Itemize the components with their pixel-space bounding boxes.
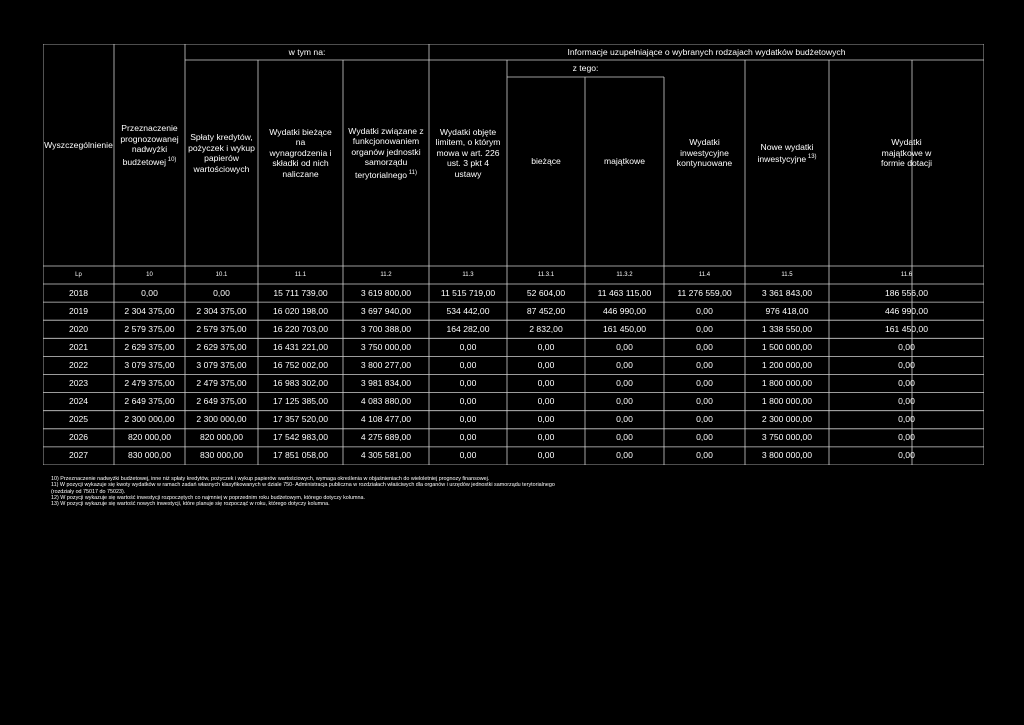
table-cell: 0,00 bbox=[898, 359, 915, 370]
row-year: 2018 bbox=[68, 287, 89, 298]
column-header-1: Przeznaczenie prognozowanej nadwyżki budżetowej $^{10)}$ bbox=[120, 123, 179, 167]
table-cell: 534 442,00 bbox=[446, 305, 490, 316]
table-cell: 0,00 bbox=[213, 287, 230, 298]
row-year: 2023 bbox=[68, 378, 89, 389]
table-cell: 820 000,00 bbox=[199, 432, 243, 443]
column-header-5: Wydatki objęte limitem, o którym mowa w art. 226 ust. 3 pkt 4 ustawy bbox=[435, 126, 501, 179]
table-cell: 0,00 bbox=[696, 432, 713, 443]
table-cell: 3 079 375,00 bbox=[196, 359, 247, 370]
table-cell: 2 579 375,00 bbox=[196, 323, 247, 334]
table-cell: 4 108 477,00 bbox=[360, 414, 412, 425]
table-cell: 87 452,00 bbox=[526, 305, 566, 316]
table-cell: 1 338 550,00 bbox=[761, 323, 813, 334]
table-cell: 161 450,00 bbox=[884, 323, 928, 334]
table-cell: 3 361 843,00 bbox=[761, 287, 813, 298]
table-cell: 52 604,00 bbox=[526, 287, 566, 298]
table-cell: 0,00 bbox=[537, 359, 555, 370]
column-number-2: 10.1 bbox=[215, 271, 228, 278]
table-cell: 2 579 375,00 bbox=[124, 323, 175, 334]
table-cell: 830 000,00 bbox=[127, 450, 171, 461]
table-cell: 0,00 bbox=[459, 341, 477, 352]
table-cell: 16 983 302,00 bbox=[273, 378, 328, 389]
table-cell: 830 000,00 bbox=[199, 450, 243, 461]
table-cell: 0,00 bbox=[696, 305, 713, 316]
table-cell: 17 357 520,00 bbox=[273, 414, 328, 425]
table-cell: 11 515 719,00 bbox=[440, 287, 496, 298]
table-cell: 0,00 bbox=[459, 432, 477, 443]
table-cell: 2 300 000,00 bbox=[196, 414, 247, 425]
table-cell: 1 800 000,00 bbox=[761, 378, 813, 389]
table-cell: 0,00 bbox=[141, 287, 158, 298]
column-header-3: Wydatki bieżące na wynagrodzenia i składki od nich naliczane bbox=[269, 126, 332, 179]
header-informacje: Informacje uzupełniające o wybranych rodzajach wydatków budżetowych bbox=[567, 46, 846, 57]
column-number-8: 11.4 bbox=[698, 271, 711, 278]
column-number-4: 11.2 bbox=[380, 271, 392, 278]
column-number-5: 11.3 bbox=[462, 271, 474, 278]
column-header-9: Nowe wydatki inwestycyjne $^{13)}$ bbox=[757, 141, 817, 164]
table-cell: 2 479 375,00 bbox=[196, 378, 247, 389]
table-cell: 0,00 bbox=[459, 450, 477, 461]
table-cell: 0,00 bbox=[537, 450, 555, 461]
table-cell: 2 629 375,00 bbox=[124, 341, 175, 352]
table-cell: 0,00 bbox=[898, 378, 915, 389]
column-number-6: 11.3.1 bbox=[537, 271, 555, 278]
table-cell: 0,00 bbox=[696, 414, 713, 425]
table-cell: 2 304 375,00 bbox=[196, 305, 247, 316]
header-w-tym-na: w tym na: bbox=[288, 46, 326, 57]
table-cell: 0,00 bbox=[898, 432, 915, 443]
table-cell: 0,00 bbox=[616, 450, 633, 461]
row-year: 2026 bbox=[68, 432, 89, 443]
header-z-tego: z tego: bbox=[572, 63, 599, 74]
table-cell: 0,00 bbox=[537, 396, 555, 407]
table-cell: 0,00 bbox=[459, 378, 477, 389]
table-cell: 4 083 880,00 bbox=[360, 396, 412, 407]
table-cell: 16 431 221,00 bbox=[273, 341, 328, 352]
table-cell: 0,00 bbox=[537, 341, 555, 352]
table-cell: 2 629 375,00 bbox=[196, 341, 247, 352]
table-cell: 2 832,00 bbox=[529, 323, 563, 334]
table-cell: 0,00 bbox=[696, 396, 713, 407]
table-cell: 16 220 703,00 bbox=[273, 323, 328, 334]
table-cell: 2 300 000,00 bbox=[124, 414, 175, 425]
footnote-12: 12) W pozycji wykazuje się wartość inwestycji rozpoczętych co najmniej w poprzednim roku budżetowym, którego dotyczy kolumna. bbox=[51, 494, 365, 501]
table-cell: 3 981 834,00 bbox=[360, 378, 412, 389]
row-year: 2019 bbox=[68, 305, 89, 316]
table-cell: 11 463 115,00 bbox=[597, 287, 652, 298]
table-cell: 976 418,00 bbox=[765, 305, 809, 316]
table-cell: 0,00 bbox=[616, 432, 633, 443]
table-cell: 0,00 bbox=[616, 359, 633, 370]
table-cell: 0,00 bbox=[696, 323, 713, 334]
table-cell: 0,00 bbox=[537, 378, 555, 389]
column-header-2: Spłaty kredytów, pożyczek i wykup papierów wartościowych bbox=[188, 132, 255, 174]
table-cell: 1 200 000,00 bbox=[761, 359, 813, 370]
table-cell: 0,00 bbox=[537, 432, 555, 443]
table-cell: 17 125 385,00 bbox=[273, 396, 328, 407]
column-header-6: bieżące bbox=[531, 156, 561, 167]
table-cell: 4 275 689,00 bbox=[360, 432, 412, 443]
table-cell: 16 020 198,00 bbox=[273, 305, 328, 316]
column-header-8: Wydatki inwestycyjne kontynuowane bbox=[676, 137, 733, 169]
table-cell: 0,00 bbox=[616, 341, 633, 352]
table-cell: 1 500 000,00 bbox=[761, 341, 813, 352]
footnote-11: 11) W pozycji wykazuje się kwoty wydatków w ramach zadań własnych klasyfikowanych w dziale 750- Administracja publiczna w rozdziałach właściwych dla organów i urzędów jednostki samorządu terytorialnego bbox=[51, 482, 555, 489]
table-cell: 15 711 739,00 bbox=[273, 287, 328, 298]
table-cell: 3 750 000,00 bbox=[761, 432, 813, 443]
table-cell: 2 300 000,00 bbox=[761, 414, 813, 425]
table-cell: 164 282,00 bbox=[446, 323, 490, 334]
table-cell: 186 556,00 bbox=[884, 287, 928, 298]
column-number-9: 11.5 bbox=[781, 271, 793, 278]
row-year: 2020 bbox=[68, 323, 89, 334]
table-cell: 0,00 bbox=[898, 396, 915, 407]
table-cell: 0,00 bbox=[616, 396, 633, 407]
table-cell: 3 697 940,00 bbox=[360, 305, 412, 316]
table-cell: 4 305 581,00 bbox=[360, 450, 412, 461]
column-number-0: Lp bbox=[75, 271, 82, 278]
footnotes bbox=[51, 476, 951, 507]
table-cell: 0,00 bbox=[459, 414, 477, 425]
table-cell: 11 276 559,00 bbox=[677, 287, 732, 298]
table-cell: 0,00 bbox=[696, 378, 713, 389]
footnote-10: 10) Przeznaczenie nadwyżki budżetowej, inne niż spłaty kredytów, pożyczek i wykup papierów wartościowych, wymaga określenia w objaśnieniach do wieloletniej prognozy finansowej. bbox=[51, 476, 490, 482]
column-number-3: 11.1 bbox=[294, 271, 307, 278]
table-cell: 3 079 375,00 bbox=[124, 359, 175, 370]
table-cell: 0,00 bbox=[459, 359, 477, 370]
table-cell: 17 542 983,00 bbox=[273, 432, 328, 443]
column-header-7: majątkowe bbox=[603, 156, 646, 167]
table-cell: 0,00 bbox=[616, 378, 633, 389]
table-cell: 820 000,00 bbox=[127, 432, 171, 443]
table-cell: 1 800 000,00 bbox=[761, 396, 813, 407]
row-year: 2024 bbox=[68, 396, 89, 407]
column-number-10: 11.6 bbox=[900, 271, 913, 278]
table-cell: 161 450,00 bbox=[602, 323, 646, 334]
table-cell: 3 800 277,00 bbox=[360, 359, 412, 370]
table-cell: 3 750 000,00 bbox=[360, 341, 412, 352]
table-cell: 446 990,00 bbox=[884, 305, 928, 316]
table-cell: 0,00 bbox=[696, 359, 713, 370]
table-cell: 17 851 058,00 bbox=[273, 450, 328, 461]
footnote-11-cont: (rozdziały od 75017 do 75023). bbox=[51, 488, 126, 495]
table-cell: 0,00 bbox=[537, 414, 555, 425]
table-cell: 2 304 375,00 bbox=[124, 305, 175, 316]
table-cell: 0,00 bbox=[696, 450, 713, 461]
budget-table bbox=[43, 44, 984, 465]
column-header-10: Wydatki majątkowe w formie dotacji bbox=[880, 137, 933, 169]
column-header-4: Wydatki związane z funkcjonowaniem organów jednostki samorządu terytorialnego $^{11)}$ bbox=[348, 125, 424, 180]
table-cell: 0,00 bbox=[898, 450, 915, 461]
row-year: 2027 bbox=[68, 450, 89, 461]
table-cell: 3 800 000,00 bbox=[761, 450, 813, 461]
column-number-7: 11.3.2 bbox=[616, 271, 633, 278]
table-cell: 2 479 375,00 bbox=[124, 378, 175, 389]
row-year: 2021 bbox=[68, 341, 89, 352]
table-cell: 2 649 375,00 bbox=[196, 396, 247, 407]
row-year: 2025 bbox=[68, 414, 89, 425]
column-header-0: Wyszczególnienie bbox=[44, 139, 113, 150]
table-cell: 0,00 bbox=[696, 341, 713, 352]
table-cell: 0,00 bbox=[459, 396, 477, 407]
table-cell: 3 700 388,00 bbox=[360, 323, 412, 334]
row-year: 2022 bbox=[68, 359, 89, 370]
footnote-13: 13) W pozycji wykazuje się wartość nowych inwestycji, które planuje się rozpocząć w roku, którego dotyczy kolumna. bbox=[51, 501, 330, 508]
table-cell: 16 752 002,00 bbox=[273, 359, 328, 370]
table-cell: 2 649 375,00 bbox=[124, 396, 175, 407]
table-cell: 0,00 bbox=[898, 341, 915, 352]
table-cell: 0,00 bbox=[898, 414, 915, 425]
table-cell: 3 619 800,00 bbox=[360, 287, 412, 298]
table-cell: 0,00 bbox=[616, 414, 633, 425]
table-cell: 446 990,00 bbox=[602, 305, 646, 316]
column-number-1: 10 bbox=[146, 271, 153, 278]
